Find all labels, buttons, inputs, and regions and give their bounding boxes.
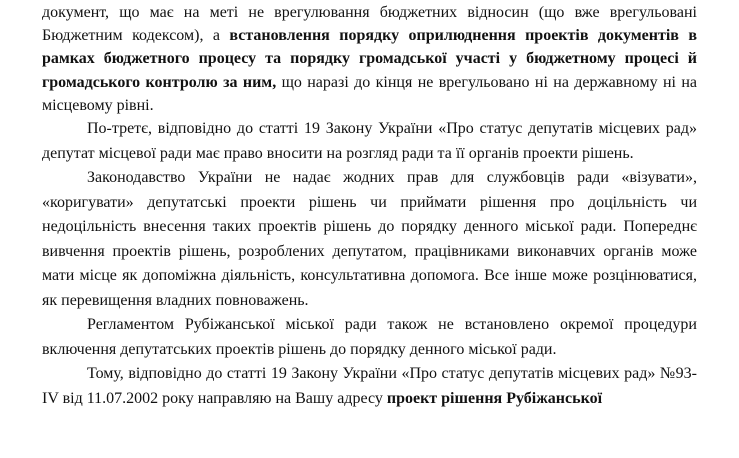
bold-text-run: встановлення порядку оприлюднення проектів документів в рамках бюджетного процесу та порядку громадської участі у бюджетному процесі й громадського контролю за ним,	[42, 27, 698, 91]
text-run: що наразі до кінця не врегульовано ні на державному ні на місцевому рівні.	[42, 73, 697, 114]
bold-text-run: проект рішення Рубіжанської	[386, 389, 603, 407]
paragraph-therefore	[42, 362, 697, 411]
paragraph-legislation	[42, 166, 697, 313]
paragraph-regulations	[42, 313, 697, 362]
text-run: документ, що має на меті не врегулювання бюджетних відносин (що вже врегульовані Бюджетним кодексом), а	[42, 4, 697, 45]
text-run: Законодавство України не надає жодних прав для службовців ради «візувати», «коригувати» депутатські проекти рішень чи приймати рішення про доцільність чи недоцільність внесення таких проектів рішень до порядку денного міської ради. Попереднє вивчення проектів рішень, розроблених депутатом, працівниками виконавчих органів може мати місце як допоміжна діяльність, консультативна допомога. Все інше може розцінюватися, як перевищення владних повноважень.	[42, 169, 697, 309]
text-run: По-третє, відповідно до статті 19 Закону України «Про статус депутатів місцевих рад» депутат місцевої ради має право вносити на розгляд ради та її органів проекти рішень.	[42, 120, 697, 162]
text-run: Регламентом Рубіжанської міської ради також не встановлено окремої процедури включення депутатських проектів рішень до порядку денного міської ради.	[42, 316, 697, 358]
text-run: Тому, відповідно до статті 19 Закону України «Про статус депутатів місцевих рад» №93-IV від 11.07.2002 року направляю на Вашу адресу	[42, 365, 697, 407]
paragraph-budget-procedure	[42, 1, 697, 117]
paragraph-third-point	[42, 117, 697, 166]
